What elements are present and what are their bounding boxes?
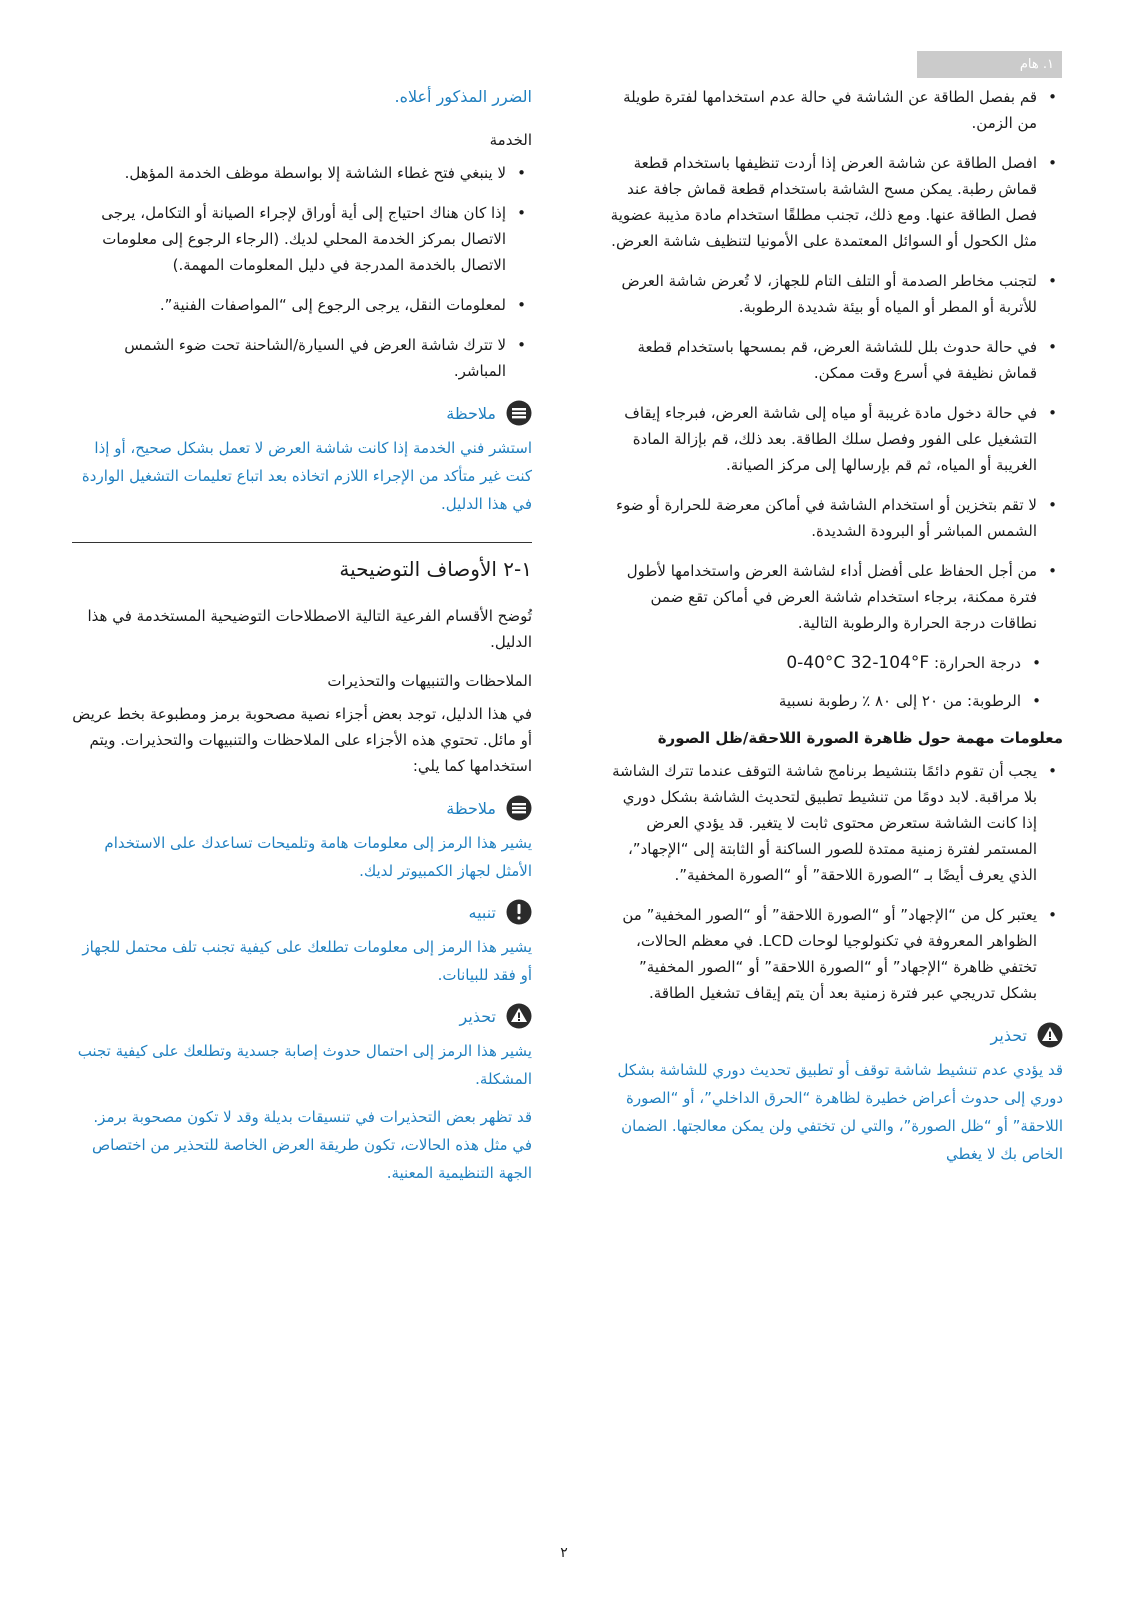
temperature-value: 0-40°C 32-104°F — [786, 653, 930, 673]
note-icon — [506, 795, 532, 821]
list-item: • لا تقم بتخزين أو استخدام الشاشة في أماكن معرضة للحرارة أو ضوء الشمس المباشر أو البرودة الشديدة. — [608, 492, 1063, 544]
list-item: • إذا كان هناك احتياج إلى أية أوراق لإجراء الصيانة أو التكامل، يرجى الاتصال بمركز الخدمة المحلي لديك. (الرجاء الرجوع إلى معلومات الاتصال بالخدمة المدرجة في دليل المعلومات المهمة.) — [72, 200, 532, 278]
list-item: • يعتبر كل من “الإجهاد” أو “الصورة اللاحقة” أو “الصور المخفية” من الظواهر المعروفة في تكنولوجيا لوحات LCD. في معظم الحالات، تختفي ظاهرة “الإجهاد” أو “الصورة اللاحقة” أو “الصور المخفية” بشكل تدريجي عبر فترة زمنية بعد أن يتم إيقاف تشغيل الطاقة. — [608, 902, 1063, 1006]
environment-list — [608, 650, 1047, 714]
note-icon — [506, 400, 532, 426]
warning-text: يشير هذا الرمز إلى احتمال حدوث إصابة جسدية وتطلعك على كيفية تجنب المشكلة. — [77, 1042, 532, 1088]
section-intro: تُوضح الأقسام الفرعية التالية الاصطلاحات التوضيحية المستخدمة في هذا الدليل. — [87, 607, 532, 651]
note-label: ملاحظة — [446, 403, 496, 423]
list-item: • لا ينبغي فتح غطاء الشاشة إلا بواسطة موظف الخدمة المؤهل. — [72, 160, 532, 186]
section-title: ١-٢ الأوصاف التوضيحية — [339, 557, 532, 581]
list-item: • قم بفصل الطاقة عن الشاشة في حالة عدم استخدامها لفترة طويلة من الزمن. — [608, 84, 1063, 136]
page-number: ٢ — [560, 1545, 568, 1561]
header-label: ١. هام — [1019, 57, 1054, 72]
afterimage-bullet-list — [608, 758, 1063, 1006]
list-item: • لمعلومات النقل، يرجى الرجوع إلى “المواصفات الفنية”. — [72, 292, 532, 318]
notes-intro: في هذا الدليل، توجد بعض أجزاء نصية مصحوبة برمز ومطبوعة بخط عريض أو مائل. تحتوي هذه الأجزاء على الملاحظات والتنبيهات والتحذيرات. ويتم استخدامها كما يلي: — [72, 705, 532, 775]
warning-triangle-icon — [1037, 1022, 1063, 1048]
notes-subheading: الملاحظات والتنبيهات والتحذيرات — [327, 672, 532, 690]
temperature-label: درجة الحرارة: — [933, 654, 1021, 672]
list-item: • لا تترك شاشة العرض في السيارة/الشاحنة تحت ضوء الشمس المباشر. — [72, 332, 532, 384]
warning-text: قد يؤدي عدم تنشيط شاشة توقف أو تطبيق تحديث دوري للشاشة بشكل دوري إلى حدوث أعراض خطيرة لظاهرة “الحرق الداخلي”، أو “الصورة اللاحقة” أو “ظل الصورة”، والتي لن تختفي ولن يمكن معالجتها. الضمان الخاص بك لا يغطي — [617, 1061, 1063, 1163]
note-text: استشر فني الخدمة إذا كانت شاشة العرض لا تعمل بشكل صحيح، أو إذا كنت غير متأكد من الإجراء اللازم اتخاذه بعد اتباع تعليمات التشغيل الواردة في هذا الدليل. — [81, 439, 532, 513]
warning-label: تحذير — [459, 1006, 496, 1026]
warning-heading — [608, 1020, 1063, 1050]
list-item: • افصل الطاقة عن شاشة العرض إذا أردت تنظيفها باستخدام قطعة قماش رطبة. يمكن مسح الشاشة باستخدام قطعة قماش جافة عند فصل الطاقة عنها. ومع ذلك، تجنب مطلقًا استخدام مادة مذيبة عضوية مثل الكحول أو السوائل المعتمدة على الأمونيا لتنظيف شاشة العرض. — [608, 150, 1063, 254]
list-item: • لتجنب مخاطر الصدمة أو التلف التام للجهاز، لا تُعرض شاشة العرض للأتربة أو المطر أو المياه أو بيئة شديدة الرطوبة. — [608, 268, 1063, 320]
final-text: قد تظهر بعض التحذيرات في تنسيقات بديلة وقد لا تكون مصحوبة برمز. في مثل هذه الحالات، تكون طريقة العرض الخاصة للتحذير من اختصاص الجهة التنظيمية المعنية. — [91, 1108, 532, 1182]
temperature-item — [608, 650, 1047, 676]
note-label: ملاحظة — [446, 798, 496, 818]
warning-label: تحذير — [990, 1025, 1027, 1045]
care-bullet-list — [608, 84, 1063, 636]
left-column — [72, 84, 532, 1197]
afterimage-subheading: معلومات مهمة حول ظاهرة الصورة اللاحقة/ظل الصورة — [657, 729, 1063, 747]
note-text: يشير هذا الرمز إلى معلومات هامة وتلميحات تساعدك على الاستخدام الأمثل لجهاز الكمبيوتر لديك. — [104, 834, 532, 880]
list-item: • من أجل الحفاظ على أفضل أداء لشاشة العرض واستخدامها لأطول فترة ممكنة، برجاء استخدام شاشة العرض في أماكن تقع ضمن نطاقات درجة الحرارة والرطوبة التالية. — [608, 558, 1063, 636]
continuation-text: الضرر المذكور أعلاه. — [394, 87, 532, 106]
section-divider — [72, 542, 532, 543]
caution-label: تنبيه — [468, 902, 496, 922]
note-heading-2 — [72, 793, 532, 823]
warning-heading — [72, 1001, 532, 1031]
warning-triangle-icon — [506, 1003, 532, 1029]
caution-heading — [72, 897, 532, 927]
humidity-item: • الرطوبة: من ٢٠ إلى ٨٠ ٪ رطوبة نسبية — [608, 688, 1047, 714]
list-item: • في حالة حدوث بلل للشاشة العرض، قم بمسحها باستخدام قطعة قماش نظيفة في أسرع وقت ممكن. — [608, 334, 1063, 386]
service-bullet-list — [72, 160, 532, 384]
note-heading — [72, 398, 532, 428]
service-heading: الخدمة — [489, 131, 532, 149]
caution-text: يشير هذا الرمز إلى معلومات تطلعك على كيفية تجنب تلف محتمل للجهاز أو فقد للبيانات. — [82, 938, 532, 984]
caution-exclamation-icon — [506, 899, 532, 925]
list-item: • في حالة دخول مادة غريبة أو مياه إلى شاشة العرض، فبرجاء إيقاف التشغيل على الفور وفصل سلك الطاقة. بعد ذلك، قم بإزالة المادة الغريبة أو المياه، ثم قم بإرسالها إلى مركز الصيانة. — [608, 400, 1063, 478]
section-header-tab — [917, 51, 1062, 78]
list-item: • يجب أن تقوم دائمًا بتنشيط برنامج شاشة التوقف عندما تترك الشاشة بلا مراقبة. لابد دومًا من تنشيط تطبيق لتحديث الشاشة بشكل دوري إذا كانت الشاشة ستعرض محتوى ثابت لا يتغير. قد يؤدي العرض المستمر لفترة زمنية ممتدة للصور الساكنة أو الثابتة إلى “الإجهاد”، الذي يعرف أيضًا بـ “الصورة اللاحقة” أو “الصورة المخفية”. — [608, 758, 1063, 888]
right-column — [608, 84, 1063, 1178]
